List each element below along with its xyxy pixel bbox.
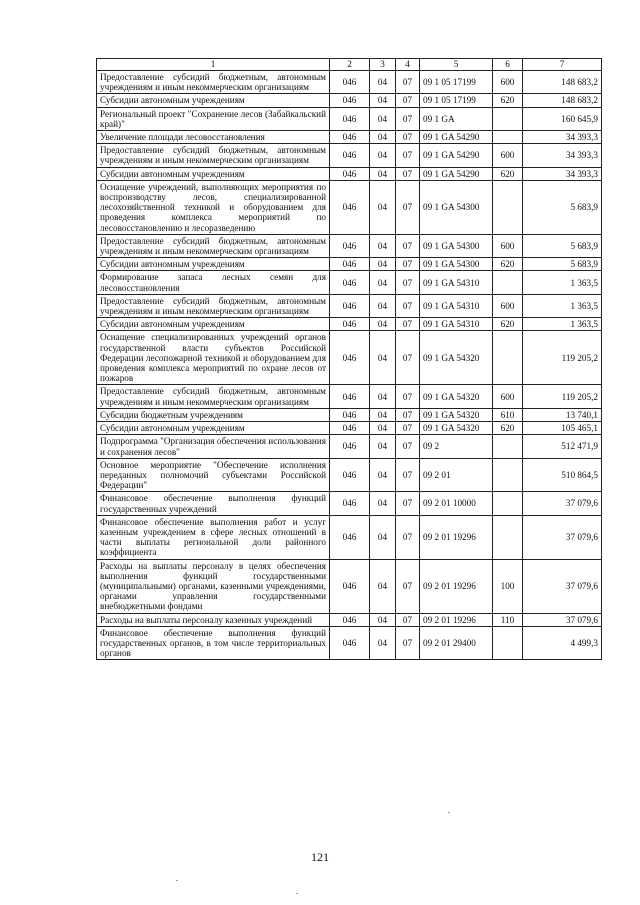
table-row [97, 626, 602, 660]
row-target-code: 09 1 GA 54320 [420, 422, 493, 435]
row-amount: 119 205,2 [523, 331, 602, 385]
row-name: Подпрограмма "Организация обеспечения использования и сохранения лесов" [97, 435, 330, 458]
row-name: Финансовое обеспечение выполнения работ и услуг казенным учреждением в сфере лесных отношений в части выплаты региональной доли районного коэффициента [97, 515, 330, 559]
row-section-code: 04 [370, 144, 396, 167]
row-name: Субсидии автономным учреждениям [97, 258, 330, 271]
row-subsection-code: 07 [396, 318, 420, 331]
row-target-code: 09 1 GA 54300 [420, 258, 493, 271]
row-name: Субсидии автономным учреждениям [97, 94, 330, 107]
row-subsection-code: 07 [396, 492, 420, 515]
row-section-code: 04 [370, 408, 396, 421]
row-name: Основное мероприятие "Обеспечение исполнения переданных полномочий субъектами Российской Федерации" [97, 458, 330, 492]
header-col-1: 1 [97, 59, 330, 71]
row-amount: 37 079,6 [523, 515, 602, 559]
row-ministry-code: 046 [330, 144, 370, 167]
row-expense-type: 620 [493, 318, 523, 331]
header-col-5: 5 [420, 59, 493, 71]
row-section-code: 04 [370, 492, 396, 515]
row-subsection-code: 07 [396, 271, 420, 294]
row-subsection-code: 07 [396, 458, 420, 492]
row-ministry-code: 046 [330, 271, 370, 294]
table-row [97, 180, 602, 234]
row-expense-type [493, 515, 523, 559]
table-row [97, 167, 602, 180]
row-expense-type: 600 [493, 71, 523, 94]
row-target-code: 09 1 05 17199 [420, 71, 493, 94]
row-expense-type: 620 [493, 167, 523, 180]
row-ministry-code: 046 [330, 71, 370, 94]
table-row [97, 408, 602, 421]
row-section-code: 04 [370, 435, 396, 458]
row-amount: 512 471,9 [523, 435, 602, 458]
row-section-code: 04 [370, 94, 396, 107]
row-amount: 34 393,3 [523, 167, 602, 180]
row-ministry-code: 046 [330, 107, 370, 130]
row-expense-type [493, 131, 523, 144]
row-expense-type: 620 [493, 258, 523, 271]
row-subsection-code: 07 [396, 94, 420, 107]
row-section-code: 04 [370, 167, 396, 180]
row-ministry-code: 046 [330, 492, 370, 515]
row-section-code: 04 [370, 271, 396, 294]
row-section-code: 04 [370, 258, 396, 271]
table-row [97, 385, 602, 408]
row-ministry-code: 046 [330, 94, 370, 107]
row-name: Субсидии автономным учреждениям [97, 422, 330, 435]
row-target-code: 09 1 GA 54310 [420, 294, 493, 317]
row-target-code: 09 2 01 19296 [420, 559, 493, 613]
table-row [97, 492, 602, 515]
row-amount: 510 864,5 [523, 458, 602, 492]
row-subsection-code: 07 [396, 515, 420, 559]
row-subsection-code: 07 [396, 408, 420, 421]
row-expense-type [493, 435, 523, 458]
row-subsection-code: 07 [396, 71, 420, 94]
row-subsection-code: 07 [396, 385, 420, 408]
row-subsection-code: 07 [396, 422, 420, 435]
row-name: Формирование запаса лесных семян для лесовосстановления [97, 271, 330, 294]
row-ministry-code: 046 [330, 234, 370, 257]
row-ministry-code: 046 [330, 408, 370, 421]
row-target-code: 09 1 GA 54320 [420, 331, 493, 385]
row-section-code: 04 [370, 458, 396, 492]
row-ministry-code: 046 [330, 515, 370, 559]
row-expense-type [493, 626, 523, 660]
row-target-code: 09 1 GA 54290 [420, 167, 493, 180]
row-amount: 5 683,9 [523, 258, 602, 271]
table-row [97, 515, 602, 559]
row-section-code: 04 [370, 626, 396, 660]
row-ministry-code: 046 [330, 626, 370, 660]
row-name: Субсидии автономным учреждениям [97, 318, 330, 331]
row-expense-type [493, 107, 523, 130]
row-amount: 37 079,6 [523, 492, 602, 515]
row-section-code: 04 [370, 294, 396, 317]
row-section-code: 04 [370, 331, 396, 385]
row-name: Финансовое обеспечение выполнения функций государственных органов, в том числе территориальных органов [97, 626, 330, 660]
table-row [97, 458, 602, 492]
row-amount: 148 683,2 [523, 94, 602, 107]
row-expense-type: 600 [493, 294, 523, 317]
row-target-code: 09 2 01 29400 [420, 626, 493, 660]
header-col-2: 2 [330, 59, 370, 71]
row-amount: 119 205,2 [523, 385, 602, 408]
row-name: Субсидии автономным учреждениям [97, 167, 330, 180]
header-col-3: 3 [370, 59, 396, 71]
row-name: Оснащение учреждений, выполняющих мероприятия по воспроизводству лесов, специализированной лесохозяйственной техникой и оборудованием для проведения комплекса мероприятий по лесовосстановлению и лесоразведению [97, 180, 330, 234]
row-target-code: 09 2 01 10000 [420, 492, 493, 515]
row-subsection-code: 07 [396, 167, 420, 180]
table-row [97, 258, 602, 271]
row-subsection-code: 07 [396, 331, 420, 385]
row-expense-type [493, 271, 523, 294]
row-name: Расходы на выплаты персоналу казенных учреждений [97, 613, 330, 626]
row-ministry-code: 046 [330, 385, 370, 408]
row-name: Предоставление субсидий бюджетным, автономным учреждениям и иным некоммерческим организациям [97, 71, 330, 94]
table-row [97, 144, 602, 167]
row-ministry-code: 046 [330, 613, 370, 626]
row-name: Предоставление субсидий бюджетным, автономным учреждениям и иным некоммерческим организациям [97, 385, 330, 408]
row-amount: 1 363,5 [523, 271, 602, 294]
row-target-code: 09 1 GA 54320 [420, 408, 493, 421]
row-name: Оснащение специализированных учреждений органов государственной власти субъектов Российской Федерации лесопожарной техникой и оборудованием для проведения комплекса мероприятий по охране лесов от пожаров [97, 331, 330, 385]
row-expense-type: 110 [493, 613, 523, 626]
row-amount: 5 683,9 [523, 234, 602, 257]
row-section-code: 04 [370, 422, 396, 435]
row-ministry-code: 046 [330, 294, 370, 317]
row-section-code: 04 [370, 318, 396, 331]
table-row [97, 294, 602, 317]
row-target-code: 09 1 GA 54310 [420, 271, 493, 294]
row-section-code: 04 [370, 131, 396, 144]
row-amount: 148 683,2 [523, 71, 602, 94]
row-subsection-code: 07 [396, 559, 420, 613]
header-col-7: 7 [523, 59, 602, 71]
row-target-code: 09 2 01 [420, 458, 493, 492]
row-ministry-code: 046 [330, 258, 370, 271]
row-ministry-code: 046 [330, 435, 370, 458]
table-row [97, 131, 602, 144]
row-name: Увеличение площади лесовосстановления [97, 131, 330, 144]
row-target-code: 09 1 GA 54300 [420, 180, 493, 234]
row-name: Региональный проект "Сохранение лесов (Забайкальский край)" [97, 107, 330, 130]
header-row [97, 59, 602, 71]
row-ministry-code: 046 [330, 131, 370, 144]
row-name: Расходы на выплаты персоналу в целях обеспечения выполнения функций государственными (муниципальными) органами, казенными учреждениями, органами управления государственными внебюджетными фондами [97, 559, 330, 613]
row-amount: 5 683,9 [523, 180, 602, 234]
scan-speck [448, 812, 450, 813]
header-col-4: 4 [396, 59, 420, 71]
row-name: Субсидии бюджетным учреждениям [97, 408, 330, 421]
table-row [97, 71, 602, 94]
row-target-code: 09 2 01 19296 [420, 613, 493, 626]
row-amount: 37 079,6 [523, 613, 602, 626]
row-target-code: 09 1 GA [420, 107, 493, 130]
table-row [97, 331, 602, 385]
table-row [97, 613, 602, 626]
row-target-code: 09 1 05 17199 [420, 94, 493, 107]
row-subsection-code: 07 [396, 258, 420, 271]
row-section-code: 04 [370, 180, 396, 234]
row-subsection-code: 07 [396, 613, 420, 626]
row-expense-type: 620 [493, 422, 523, 435]
row-name: Финансовое обеспечение выполнения функций государственных учреждений [97, 492, 330, 515]
table-row [97, 234, 602, 257]
row-subsection-code: 07 [396, 626, 420, 660]
row-subsection-code: 07 [396, 131, 420, 144]
row-ministry-code: 046 [330, 559, 370, 613]
scan-speck [176, 880, 178, 881]
header-col-6: 6 [493, 59, 523, 71]
row-amount: 1 363,5 [523, 294, 602, 317]
row-target-code: 09 2 [420, 435, 493, 458]
row-expense-type: 610 [493, 408, 523, 421]
row-section-code: 04 [370, 613, 396, 626]
row-ministry-code: 046 [330, 458, 370, 492]
row-subsection-code: 07 [396, 294, 420, 317]
table-row [97, 422, 602, 435]
table-row [97, 107, 602, 130]
row-ministry-code: 046 [330, 167, 370, 180]
row-amount: 105 465,1 [523, 422, 602, 435]
row-expense-type [493, 492, 523, 515]
row-section-code: 04 [370, 71, 396, 94]
row-amount: 34 393,3 [523, 144, 602, 167]
row-amount: 1 363,5 [523, 318, 602, 331]
row-section-code: 04 [370, 385, 396, 408]
row-subsection-code: 07 [396, 107, 420, 130]
table-row [97, 94, 602, 107]
row-subsection-code: 07 [396, 234, 420, 257]
row-ministry-code: 046 [330, 318, 370, 331]
table-row [97, 318, 602, 331]
row-subsection-code: 07 [396, 144, 420, 167]
row-amount: 13 740,1 [523, 408, 602, 421]
row-subsection-code: 07 [396, 180, 420, 234]
page-number: 121 [311, 850, 329, 864]
row-expense-type [493, 331, 523, 385]
row-ministry-code: 046 [330, 331, 370, 385]
row-target-code: 09 1 GA 54290 [420, 131, 493, 144]
row-section-code: 04 [370, 107, 396, 130]
row-expense-type: 600 [493, 144, 523, 167]
row-section-code: 04 [370, 515, 396, 559]
row-expense-type: 600 [493, 234, 523, 257]
row-expense-type: 100 [493, 559, 523, 613]
row-amount: 160 645,9 [523, 107, 602, 130]
row-section-code: 04 [370, 559, 396, 613]
row-amount: 37 079,6 [523, 559, 602, 613]
table-body [97, 71, 602, 660]
row-amount: 34 393,3 [523, 131, 602, 144]
table-row [97, 271, 602, 294]
row-expense-type [493, 180, 523, 234]
row-expense-type: 600 [493, 385, 523, 408]
row-section-code: 04 [370, 234, 396, 257]
row-target-code: 09 2 01 19296 [420, 515, 493, 559]
row-ministry-code: 046 [330, 180, 370, 234]
table-row [97, 559, 602, 613]
budget-table [96, 58, 602, 660]
row-target-code: 09 1 GA 54310 [420, 318, 493, 331]
row-subsection-code: 07 [396, 435, 420, 458]
row-amount: 4 499,3 [523, 626, 602, 660]
scan-speck [296, 893, 298, 894]
row-target-code: 09 1 GA 54320 [420, 385, 493, 408]
table-row [97, 435, 602, 458]
row-name: Предоставление субсидий бюджетным, автономным учреждениям и иным некоммерческим организациям [97, 234, 330, 257]
row-ministry-code: 046 [330, 422, 370, 435]
row-target-code: 09 1 GA 54290 [420, 144, 493, 167]
row-expense-type [493, 458, 523, 492]
row-name: Предоставление субсидий бюджетным, автономным учреждениям и иным некоммерческим организациям [97, 294, 330, 317]
row-name: Предоставление субсидий бюджетным, автономным учреждениям и иным некоммерческим организациям [97, 144, 330, 167]
row-expense-type: 620 [493, 94, 523, 107]
row-target-code: 09 1 GA 54300 [420, 234, 493, 257]
